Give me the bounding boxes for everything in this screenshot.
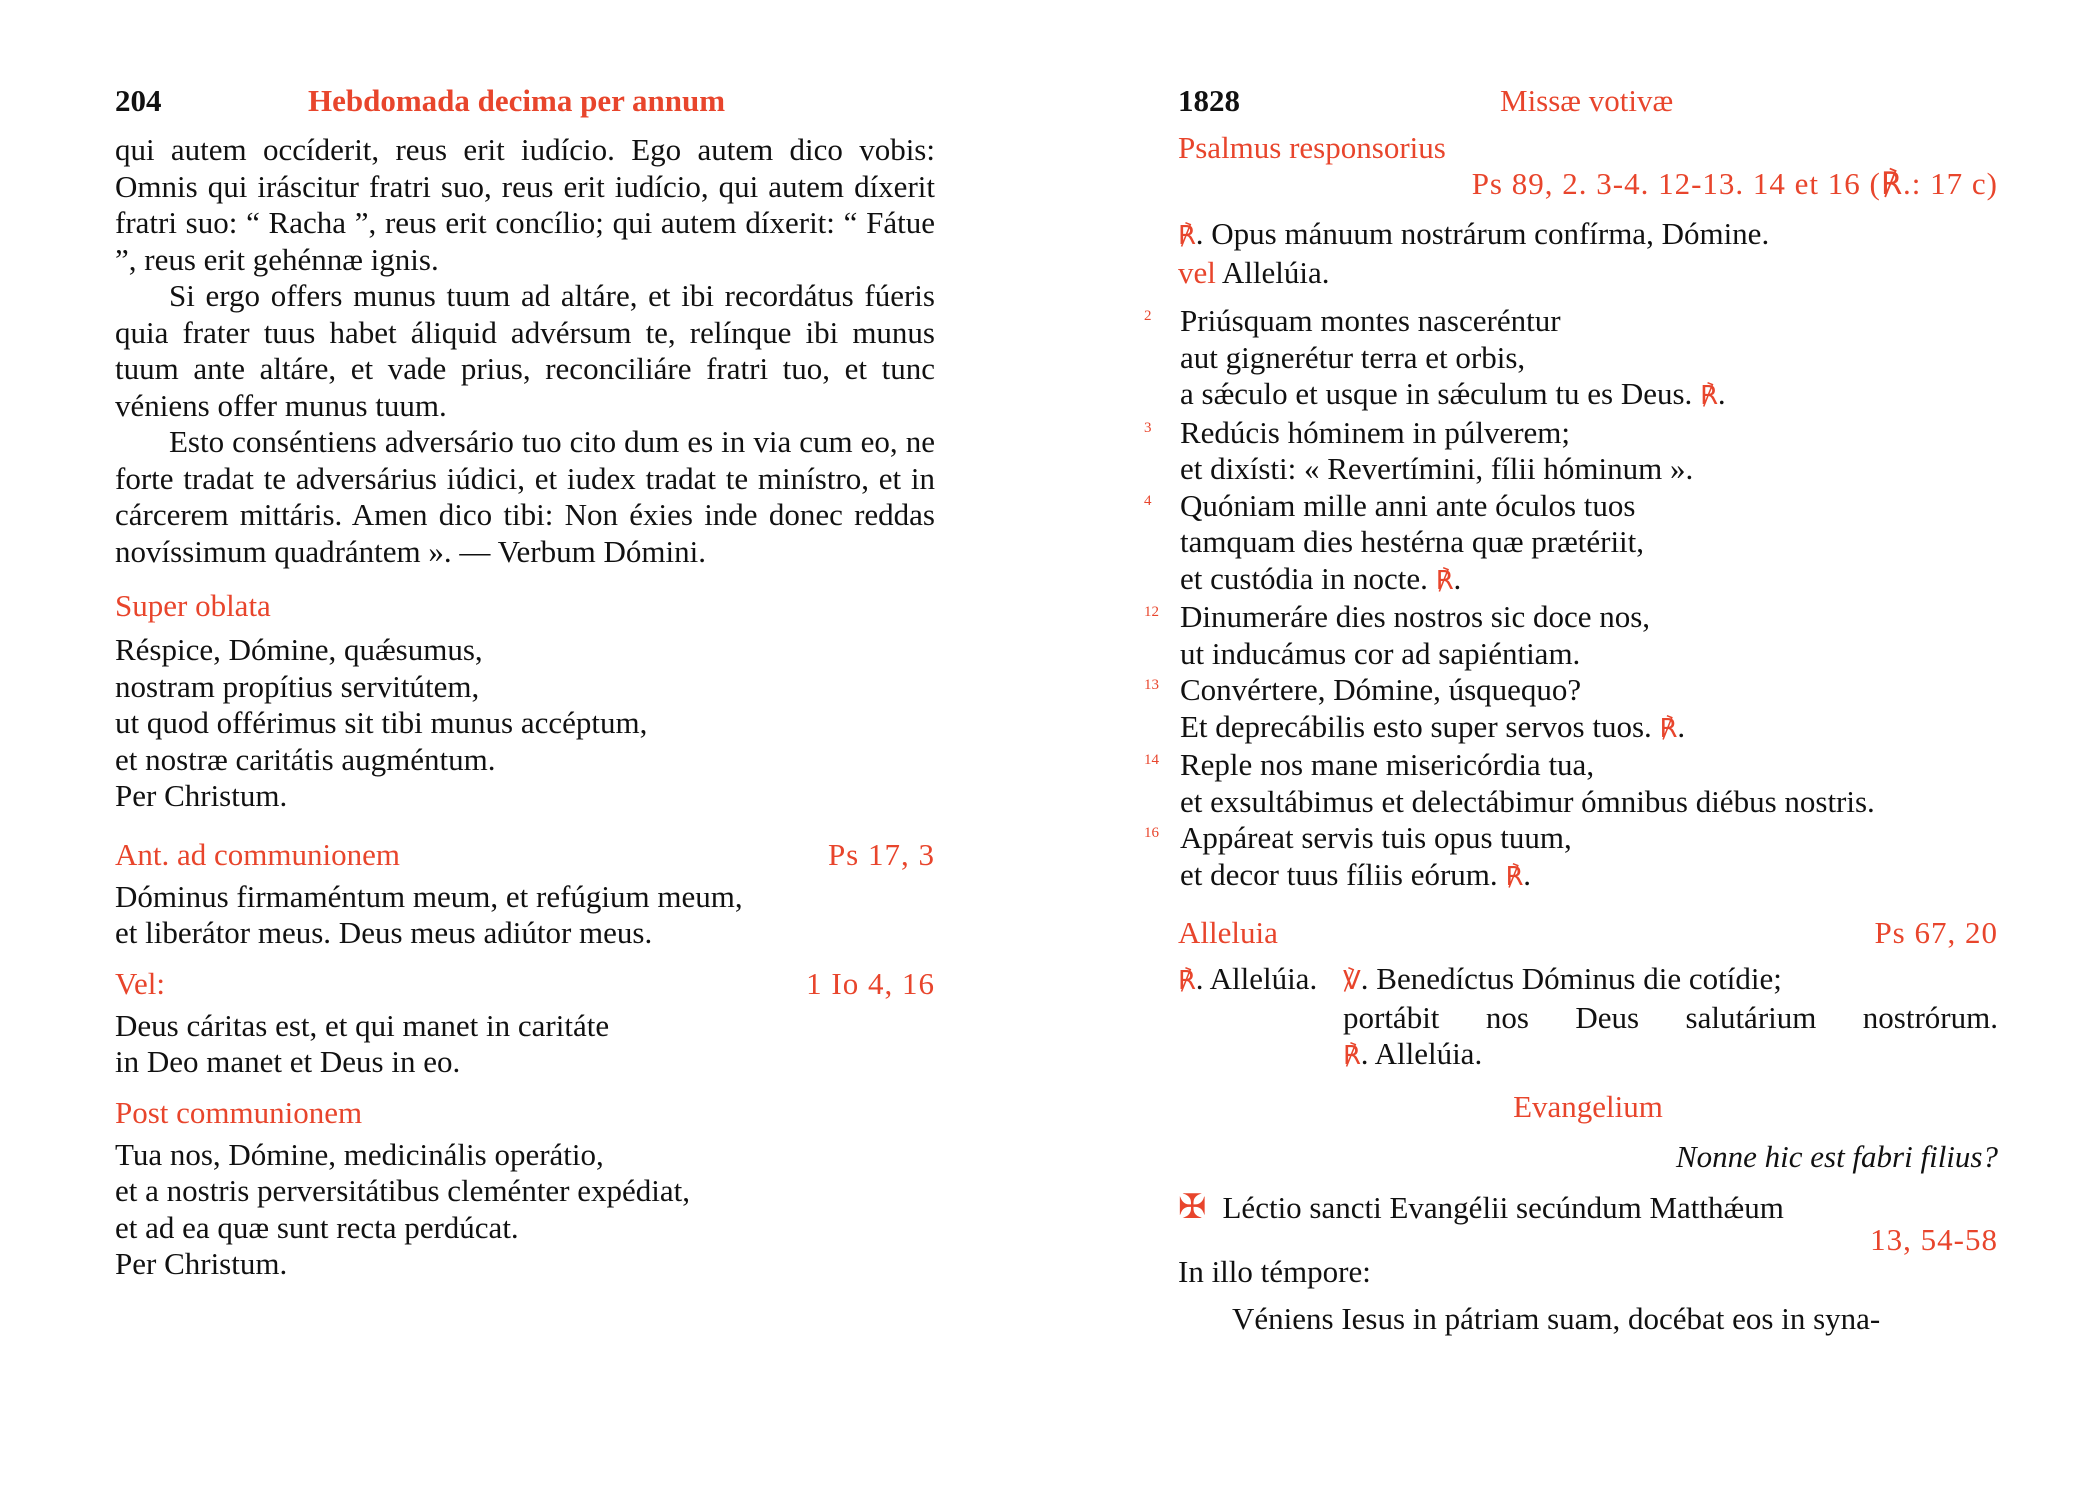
alleluia-closing: [1343, 1036, 1998, 1075]
ant-communionem-section: [115, 837, 935, 952]
super-oblata-section: [115, 588, 935, 815]
verse-line-text: a sǽculo et usque in sǽculum tu es Deus.: [1180, 376, 1693, 411]
verse-number: 4: [1144, 492, 1152, 509]
psalm-verse: [1144, 487, 1998, 600]
verse-line: ut inducámus cor ad sapiéntiam.: [1180, 635, 1581, 671]
prayer-line: et a nostris perversitátibus cleménter expédiat,: [115, 1173, 691, 1208]
right-running-title: Missæ votivæ: [1500, 83, 1674, 118]
psalm-section: [1144, 130, 1998, 895]
alleluia-section: [1178, 915, 1998, 1071]
psalm-response-text: . Opus mánuum nostrárum confírma, Dómine.: [1195, 216, 1770, 251]
verse-line-text: Et deprecábilis esto super servos tuos.: [1180, 708, 1652, 744]
prayer-line: et ad ea quæ sunt recta perdúcat.: [115, 1209, 519, 1245]
alleluia-line-text: . Benedíctus Dóminus die cotídie;: [1360, 961, 1782, 996]
verse-number: 13: [1144, 677, 1159, 693]
verse-line: Reple nos mane misericórdia tua,: [1180, 747, 1595, 782]
verse-line: Convértere, Dómine, úsquequo?: [1180, 672, 1582, 707]
evangelium-lectio: [1178, 1190, 1998, 1227]
verse-number: 16: [1144, 825, 1159, 841]
verse-number: 12: [1144, 604, 1159, 620]
response-symbol: ℟: [1178, 966, 1196, 995]
verse-line: et dixísti: « Revertímini, fílii hóminum ».: [1180, 451, 1694, 486]
vel-ref: 1 Io 4, 16: [806, 965, 935, 1001]
vel-text: Allelúia.: [1221, 254, 1330, 290]
verse-number: 3: [1144, 419, 1152, 436]
evangelium-intro: In illo témpore:: [1178, 1254, 1371, 1289]
verse-line: tamquam dies hestérna quæ prætériit,: [1180, 524, 1645, 559]
antiphon-line: Dóminus firmaméntum meum, et refúgium meum,: [115, 878, 743, 914]
verse-line: et decor tuus fíliis eórum. ℟.: [1180, 856, 1531, 892]
ant-communionem-heading-row: [115, 837, 935, 873]
verse-line-text: et custódia in nocte.: [1180, 560, 1428, 596]
psalm-vel: [1178, 255, 1998, 292]
response-symbol: ℟: [1435, 565, 1454, 595]
verse-line: et custódia in nocte. ℟.: [1180, 560, 1462, 596]
vel-label: vel: [1178, 254, 1216, 290]
verse-number: 14: [1144, 752, 1159, 768]
super-oblata-heading: Super oblata: [115, 588, 271, 623]
antiphon-line: Deus cáritas est, et qui manet in caritáte: [115, 1007, 610, 1043]
gospel-paragraph-3: Esto conséntiens adversário tuo cito dum es in via cum eo, ne forte tradat te adversárius iúdici, et iudex tradat te minístro, et in cárcerem mittáris. Amen dico tibi: Non éxies inde donec reddas novíssimum quadrántem ». — Verbum Dómini.: [115, 424, 935, 569]
response-symbol: ℟: [1505, 861, 1524, 891]
lectio-text: Léctio sancti Evangélii secúndum Matthǽum: [1222, 1189, 1784, 1225]
alleluia-lead: [1178, 961, 1317, 1000]
ant-communionem-heading: Ant. ad communionem: [115, 836, 400, 872]
response-symbol: ℟: [1700, 381, 1718, 410]
alleluia-verse: [1343, 961, 1998, 1075]
verse-line: Et deprecábilis esto super servos tuos. ℟.: [1180, 708, 1686, 744]
verse-line-text: et decor tuus fíliis eórum.: [1180, 856, 1498, 892]
psalm-verse: [1144, 820, 1998, 895]
gospel-paragraph-2: Si ergo offers munus tuum ad altáre, et ibi recordátus fúeris quia frater tuus habet áliquid advérsum te, relínque ibi munus tuum ante altáre, et vade prius, reconciliáre fratri tuo, et tunc véniens offer munus tuum.: [115, 278, 935, 423]
alleluia-ref: Ps 67, 20: [1874, 915, 1998, 950]
psalm-heading: Psalmus responsorius: [1178, 130, 1446, 165]
vel-heading: Vel:: [115, 965, 165, 1001]
left-page-number: 204: [115, 83, 162, 118]
prayer-line: Réspice, Dómine, quǽsumus,: [115, 632, 483, 667]
verse-line: Redúcis hóminem in púlverem;: [1180, 414, 1571, 450]
verse-number: 2: [1144, 308, 1152, 324]
left-running-title: Hebdomada decima per annum: [308, 83, 726, 118]
psalm-verse: [1144, 303, 1998, 415]
psalm-verse: [1144, 414, 1998, 488]
alleluia-verse-line: portábit nos Deus salutárium nostrórum.: [1343, 999, 1998, 1035]
response-symbol: ℟: [1343, 1041, 1361, 1070]
psalm-ref: Ps 89, 2. 3-4. 12-13. 14 et 16 (℟.: 17 c): [1471, 166, 1998, 201]
verse-line: a sǽculo et usque in sǽculum tu es Deus. ℟.: [1180, 376, 1726, 411]
prayer-line: Per Christum.: [115, 778, 288, 813]
versicle-symbol: ℣: [1343, 966, 1361, 995]
psalm-verse: [1144, 747, 1998, 820]
alleluia-verse-line: [1343, 961, 1998, 1000]
psalm-verse: [1144, 672, 1998, 747]
gospel-end: [115, 132, 935, 570]
prayer-line: et nostræ caritátis augméntum.: [115, 741, 496, 777]
right-page: [1144, 80, 1998, 1337]
verse-line: Quóniam mille anni ante óculos tuos: [1180, 487, 1636, 523]
right-running-head: [1178, 80, 1998, 122]
verse-line: Appáreat servis tuis opus tuum,: [1180, 820, 1572, 855]
alleluia-closing-text: . Allelúia.: [1360, 1036, 1483, 1071]
psalm-verse: [1144, 599, 1998, 672]
left-page: [115, 80, 935, 1283]
verse-line: aut gignerétur terra et orbis,: [1180, 339, 1526, 375]
left-running-head: [115, 80, 935, 122]
evangelium-heading: Evangelium: [1513, 1089, 1663, 1124]
psalm-verses: [1144, 303, 1998, 895]
verse-line: Dinumeráre dies nostros sic doce nos,: [1180, 599, 1651, 634]
vel-section: [115, 966, 935, 1081]
antiphon-line: in Deo manet et Deus in eo.: [115, 1044, 461, 1079]
cross-icon: ✠: [1178, 1188, 1207, 1226]
right-page-number: 1828: [1178, 83, 1240, 118]
alleluia-lead-text: . Allelúia.: [1195, 961, 1318, 996]
verse-line: et exsultábimus et delectábimur ómnibus diébus nostris.: [1180, 783, 1875, 819]
prayer-line: ut quod offérimus sit tibi munus accéptum,: [115, 705, 648, 740]
response-symbol: ℟: [1659, 713, 1678, 743]
evangelium-ref: 13, 54-58: [1870, 1222, 1998, 1257]
post-communionem-section: [115, 1095, 935, 1283]
evangelium-subtitle: Nonne hic est fabri filius?: [1675, 1139, 1998, 1174]
prayer-line: nostram propítius servitútem,: [115, 668, 480, 704]
prayer-line: Tua nos, Dómine, medicinális operátio,: [115, 1136, 604, 1172]
alleluia-heading-row: [1178, 915, 1998, 951]
alleluia-heading: Alleluia: [1178, 915, 1278, 950]
evangelium-first-line: Véniens Iesus in pátriam suam, docébat eos in syna-: [1232, 1300, 1881, 1336]
prayer-line: Per Christum.: [115, 1246, 288, 1281]
antiphon-line: et liberátor meus. Deus meus adiútor meus.: [115, 915, 653, 950]
post-communionem-heading: Post communionem: [115, 1094, 363, 1130]
gospel-paragraph-1: qui autem occíderit, reus erit iudício. Ego autem dico vobis: Omnis qui iráscitur fratri suo, reus erit iudício, qui autem díxerit fratri suo: “ Racha ”, reus erit concílio; qui autem díxerit: “ Fátue ”, reus erit gehénnæ ignis.: [115, 132, 935, 277]
verse-line: Priúsquam montes nasceréntur: [1180, 303, 1561, 338]
response-symbol: ℟: [1178, 221, 1196, 250]
evangelium-section: [1178, 1089, 1998, 1337]
psalm-response: [1178, 216, 1998, 255]
ant-communionem-ref: Ps 17, 3: [827, 836, 935, 872]
alleluia-body: [1178, 961, 1998, 1071]
vel-heading-row: [115, 966, 935, 1002]
